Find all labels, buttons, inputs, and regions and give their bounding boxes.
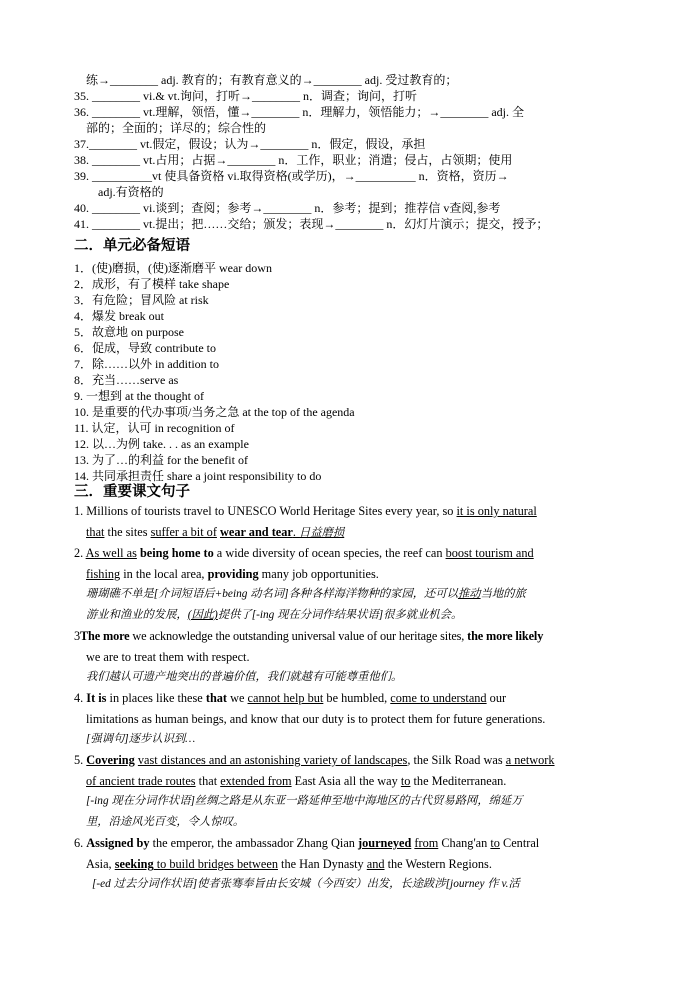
text: in places like these [106, 691, 206, 705]
sentence-2-line [86, 566, 379, 582]
text: the Han Dynasty [277, 857, 367, 871]
text: the sites [104, 525, 151, 539]
text: 1. Millions of tourists travel to UNESCO World Heritage Sites every year, so [74, 504, 457, 518]
phrase-item: 8．充当……serve as [74, 373, 179, 387]
underlined-phrase: it is only natural [456, 504, 537, 518]
bold-phrase: that [205, 691, 228, 705]
sentence-4-line: limitations as human beings, and know that our duty is to protect them for future generations. [86, 712, 546, 726]
text: 6. [74, 836, 87, 850]
phrase-item: 7．除……以外 in addition to [74, 357, 219, 371]
text: 3 [74, 629, 80, 643]
translation-note: 日益磨损 [299, 527, 345, 539]
vocab-line: 35. ________ vi.& vt.询问，打听→________ n．调查；询问，打听 [74, 89, 418, 103]
sentence-6-line [74, 835, 539, 851]
text: the Western Regions. [384, 857, 492, 871]
vocab-line: 部的；全面的；详尽的；综合性的 [86, 121, 267, 135]
vocab-line: 40. ________ vi.谈到；查阅；参考→________ n．参考；提到；推荐信 v查阅,参考 [74, 201, 501, 215]
phrase-item: 3．有危险；冒风险 at risk [74, 293, 209, 307]
bold-phrase: journeyed [358, 836, 412, 850]
sentence-4-translation: [强调句]逐步认识到… [86, 733, 196, 745]
sentence-1-line [86, 524, 344, 541]
bold-phrase: The more [80, 629, 130, 643]
text: many job opportunities. [258, 567, 379, 581]
sentence-3-line [74, 628, 543, 644]
bold-phrase: wear and tear [220, 525, 293, 539]
phrase-item: 10. 是重要的代办事项/当务之急 at the top of the agenda [74, 405, 355, 419]
underlined-phrase: extended from [220, 774, 292, 788]
underlined-phrase: boost tourism and [445, 546, 534, 560]
underlined-phrase: cannot help but [247, 691, 324, 705]
text: 4. [74, 691, 87, 705]
sentence-3-translation: 我们越认可遗产地突出的普遍价值，我们就越有可能尊重他们。 [86, 671, 403, 683]
vocab-line: 练→________ adj. 教育的；有教育意义的→________ adj. 受过教育的； [86, 73, 458, 87]
underlined-phrase: vast distances and an astonishing variety of landscapes [137, 753, 408, 767]
vocab-line: 39. __________vt 使具备资格 vi.取得资格(或学历)，→__________ n．资格，资历→ [74, 169, 509, 183]
phrase-item: 14. 共同承担责任 share a joint responsibility to do [74, 469, 322, 483]
phrase-item: 1．(使)磨损，(使)逐渐磨平 wear down [74, 261, 272, 275]
sentence-2-line [74, 545, 534, 561]
section-heading: 二．单元必备短语 [74, 238, 190, 254]
sentence-5-translation: 里，沿途风光百变，令人惊叹。 [86, 816, 245, 828]
phrase-item: 5．故意地 on purpose [74, 325, 184, 339]
text: 珊瑚礁不单是[介词短语后+being 动名词]各种各样海洋物种的家园，还可以 [86, 588, 458, 600]
text: 提供了[-ing 现在分词作结果状语]很多就业机会。 [217, 609, 463, 621]
text: 2. [74, 546, 86, 560]
text: the emperor, the ambassador Zhang Qian [149, 836, 358, 850]
text: Chang'an [438, 836, 491, 850]
section-heading: 三．重要课文句子 [74, 484, 190, 500]
text: Central [499, 836, 540, 850]
underlined-phrase: to build bridges between [153, 857, 278, 871]
underlined-phrase: of ancient trade routes [86, 774, 196, 788]
underlined-phrase: to [490, 836, 500, 850]
sentence-4-line [74, 690, 506, 706]
underlined-phrase: (因此) [187, 609, 218, 621]
text: 当地的旅 [480, 588, 526, 600]
text: East Asia all the way [291, 774, 401, 788]
text: we acknowledge the outstanding universal value of our heritage sites, [129, 629, 468, 643]
sentence-2-translation [86, 608, 462, 623]
text: , the Silk Road was [407, 753, 506, 767]
sentence-5-line [86, 773, 506, 789]
phrase-item: 13. 为了…的利益 for the benefit of [74, 453, 248, 467]
underlined-phrase: 推动 [457, 588, 481, 600]
underlined-phrase: from [414, 836, 439, 850]
underlined-phrase: come to understand [390, 691, 487, 705]
phrase-item: 6．促成，导致 contribute to [74, 341, 216, 355]
underlined-phrase: fishing [86, 567, 121, 581]
bold-phrase: the more likely [467, 629, 544, 643]
text: 5. [74, 753, 87, 767]
vocab-line: 37.________ vt.假定，假设；认为→________ n．假定，假设，承担 [74, 137, 426, 151]
sentence-1-line [74, 503, 537, 519]
phrase-item: 2．成形，有了模样 take shape [74, 277, 230, 291]
phrase-item: 4．爆发 break out [74, 309, 164, 323]
phrase-item: 9. 一想到 at the thought of [74, 389, 204, 403]
text: be humbled, [323, 691, 391, 705]
bold-phrase: Assigned by [86, 836, 150, 850]
text: the Mediterranean. [410, 774, 507, 788]
text: 游业和渔业的发展， [86, 609, 188, 621]
vocab-line: 38. ________ vt.占用；占据→________ n．工作，职业；消遣；侵占，占领期；使用 [74, 153, 513, 167]
sentence-6-line [86, 856, 492, 872]
bold-phrase: providing [207, 567, 259, 581]
underlined-phrase: that [86, 525, 105, 539]
vocab-line: 41. ________ vt.提出；把……交给；颁发；表现→________ n．幻灯片演示；提交，授予； [74, 217, 549, 231]
bold-phrase: It is [86, 691, 107, 705]
sentence-3-line: we are to treat them with respect. [86, 650, 250, 664]
phrase-item: 12. 以…为例 take. . . as an example [74, 437, 249, 451]
sentence-2-translation [86, 587, 526, 602]
sentence-5-line [74, 752, 555, 768]
text: our [486, 691, 507, 705]
bold-phrase: seeking [114, 857, 154, 871]
sentence-5-translation: [-ing 现在分词作状语]丝绸之路是从东亚一路延伸至地中海地区的古代贸易路网，绵延万 [86, 795, 523, 807]
phrase-item: 11. 认定，认可 in recognition of [74, 421, 235, 435]
vocab-line: 36. ________ vt.理解，领悟，懂→________ n．理解力，领悟能力；→________ adj. 全 [74, 105, 524, 119]
text: . [292, 525, 300, 539]
bold-phrase: Covering [86, 753, 135, 767]
underlined-phrase: a network [505, 753, 555, 767]
bold-phrase: being home to [139, 546, 214, 560]
text: in the local area, [120, 567, 208, 581]
text: a wide diversity of ocean species, the reef can [213, 546, 446, 560]
underlined-phrase: suffer a bit of [150, 525, 217, 539]
underlined-phrase: and [366, 857, 385, 871]
text: Asia, [86, 857, 115, 871]
underlined-phrase: to [400, 774, 411, 788]
vocab-line: adj.有资格的 [98, 185, 164, 199]
sentence-6-translation: [-ed 过去分词作状语]使者张骞奉旨由长安城（今西安）出发，长途跋涉[journey 作 v.活 [92, 878, 520, 890]
text: we [227, 691, 248, 705]
underlined-phrase: As well as [85, 546, 137, 560]
text: that [195, 774, 221, 788]
